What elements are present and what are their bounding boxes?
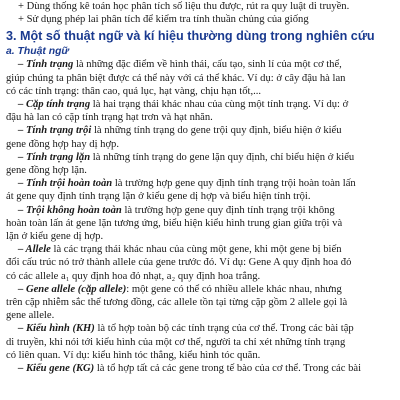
paragraph-text: trên cặp nhiễm sắc thể tương đồng, các allele tồn tại từng cặp gồm 2 allele gọi là <box>6 297 348 309</box>
paragraph-text: có liên quan. Ví dụ: kiểu hình tóc thẳng, kiểu hình tóc quăn. <box>6 349 261 361</box>
paragraph-line <box>6 283 392 296</box>
paragraph-line <box>6 243 392 256</box>
paragraph-text: át gene quy định tính trạng lặn ở kiểu gene dị hợp và biểu hiện tính trội. <box>6 191 311 203</box>
paragraph-text: lặn ở kiểu gene dị hợp. <box>6 231 104 243</box>
paragraph-line <box>6 164 392 177</box>
term-label: – Gene allele (cặp allele) <box>18 283 127 295</box>
top-item-2: + Sử dụng phép lai phân tích để kiểm tra tính thuần chủng của giống <box>18 14 309 26</box>
paragraph-text: gene đồng hợp hay dị hợp. <box>6 138 120 150</box>
term-label: – Tính trạng <box>18 59 74 71</box>
paragraph-text: là tổ hợp tất cả các gene trong tế bào của cơ thể. Trong các bài <box>94 363 362 375</box>
paragraph-line <box>6 296 392 309</box>
term-label: – Allele <box>18 244 51 256</box>
paragraph-text: gene allele. <box>6 310 55 322</box>
section-title: 3. Một số thuật ngữ và kí hiệu thường dùng trong nghiên cứu <box>6 29 375 44</box>
paragraph-line <box>6 151 392 164</box>
paragraph-text: di truyền, khi nói tới kiểu hình của một cơ thể, người ta chỉ xét những tính trạng <box>6 336 346 348</box>
subsection-title: a. Thuật ngữ <box>6 46 69 58</box>
paragraph-text: có các tính trạng: thân cao, quả lục, hạt vàng, chịu hạn tốt,... <box>6 85 262 97</box>
paragraph-line <box>6 270 392 283</box>
paragraph-line <box>6 217 392 230</box>
paragraph-line <box>6 124 392 137</box>
term-label: – Kiểu hình (KH) <box>18 323 95 335</box>
paragraph-text: là hai trạng thái khác nhau của cùng một tính trạng. Ví dụ: ở <box>90 99 349 111</box>
paragraph-text: là tổ hợp toàn bộ các tính trạng của cơ thể. Trong các bài tập <box>94 323 354 335</box>
paragraph-text: là những tính trạng do gene trội quy định, biểu hiện ở kiểu <box>91 125 342 137</box>
paragraph-line <box>6 309 392 322</box>
paragraph-line <box>6 58 392 71</box>
paragraph-text: giúp chúng ta phân biệt được cá thể này với cá thể khác. Ví dụ: ở cây đậu hà lan <box>6 72 346 84</box>
paragraph-line <box>6 72 392 85</box>
term-label: – Kiểu gene (KG) <box>18 363 95 375</box>
paragraph-text: : một gene có thể có nhiều allele khác nhau, nhưng <box>126 283 342 295</box>
paragraph-line <box>6 256 392 269</box>
term-label: – Cặp tính trạng <box>18 99 91 111</box>
term-label: – Tính trạng lặn <box>18 151 91 163</box>
paragraph-text: là những tính trạng do gene lặn quy định, chỉ biểu hiện ở kiểu <box>90 151 355 163</box>
paragraph-line <box>6 322 392 335</box>
paragraph-line <box>6 177 392 190</box>
paragraph-text: là trường hợp gene quy định tính trạng trội không <box>121 204 335 216</box>
paragraph-text: hoàn toàn lấn át gene lặn tương ứng, biểu hiện kiểu hình trung gian giữa trội và <box>6 217 343 229</box>
paragraph-line <box>6 98 392 111</box>
paragraph-line <box>6 190 392 203</box>
term-label: – Trội không hoàn toàn <box>18 204 122 216</box>
paragraph-line <box>6 336 392 349</box>
paragraph-line <box>6 85 392 98</box>
paragraph-text: là các trạng thái khác nhau của cùng một gene, khi một gene bị biến <box>50 244 342 256</box>
paragraph-line <box>6 204 392 217</box>
term-label: – Tính trạng trội <box>18 125 92 137</box>
paragraph-line <box>6 349 392 362</box>
paragraph-line <box>6 138 392 151</box>
paragraph-text: là những đặc điểm về hình thái, cấu tạo, sinh lí của một cơ thể, <box>73 59 342 71</box>
paragraph-line <box>6 362 392 375</box>
paragraph-text: đổi cấu trúc nó trở thành allele của gene trước đó. Ví dụ: Gene A quy định hoa đỏ <box>6 257 352 269</box>
paragraph-list <box>6 58 392 375</box>
paragraph-text: đậu hà lan có cặp tính trạng hạt trơn và hạt nhăn. <box>6 112 213 124</box>
paragraph-text: là trường hợp gene quy định tính trạng trội hoàn toàn lấn <box>112 178 356 190</box>
paragraph-text: có các allele a₁ quy định hoa đỏ nhạt, a₂ quy định hoa trắng. <box>6 270 261 282</box>
paragraph-text: gene đồng hợp lặn. <box>6 165 87 177</box>
term-label: – Tính trội hoàn toàn <box>18 178 113 190</box>
top-item-1: + Dùng thống kê toán học phân tích số liệu thu được, rút ra quy luật di truyền. <box>18 1 350 12</box>
paragraph-line <box>6 230 392 243</box>
paragraph-line <box>6 111 392 124</box>
